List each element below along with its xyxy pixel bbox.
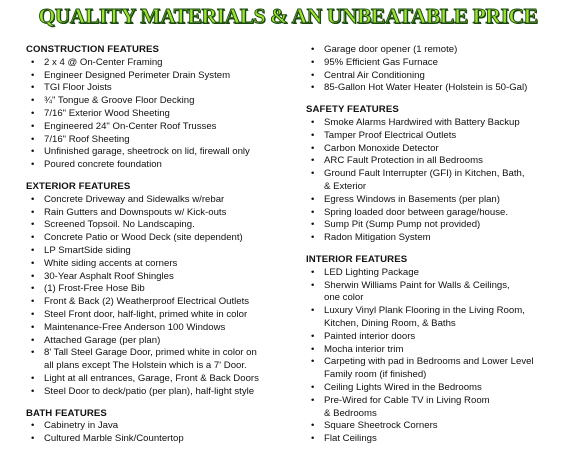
feature-item: • 30-Year Asphalt Roof Shingles <box>26 271 296 284</box>
feature-item: • Attached Garage (per plan) <box>26 335 296 348</box>
feature-item: • White siding accents at corners <box>26 258 296 271</box>
feature-item: • Radon Mitigation System <box>306 232 572 245</box>
feature-item: • Concrete Patio or Wood Deck (site dependent) <box>26 232 296 245</box>
headline: QUALITY MATERIALS & AN UNBEATABLE PRICE <box>38 4 538 28</box>
feature-item: • Poured concrete foundation <box>26 159 296 172</box>
feature-item: • Cultured Marble Sink/Countertop <box>26 433 296 446</box>
feature-item: • 8' Tall Steel Garage Door, primed white in color on <box>26 347 296 360</box>
right-column <box>306 44 572 453</box>
feature-item: • Engineered 24" On-Center Roof Trusses <box>26 121 296 134</box>
feature-list <box>26 194 296 399</box>
feature-item: • Painted interior doors <box>306 331 572 344</box>
section-title: EXTERIOR FEATURES <box>26 180 131 192</box>
section-continued <box>306 44 572 95</box>
feature-item: • Ground Fault Interrupter (GFI) in Kitchen, Bath, <box>306 168 572 181</box>
feature-item-continuation: one color <box>324 292 364 304</box>
feature-item: • Front & Back (2) Weatherproof Electrical Outlets <box>26 296 296 309</box>
feature-item: • Rain Gutters and Downspouts w/ Kick-outs <box>26 207 296 220</box>
feature-item: • Concrete Driveway and Sidewalks w/rebar <box>26 194 296 207</box>
feature-item: • Steel Door to deck/patio (per plan), half-light style <box>26 386 296 399</box>
feature-item-continuation: & Bedrooms <box>324 407 377 419</box>
feature-item: • Square Sheetrock Corners <box>306 420 572 433</box>
feature-item: • Carbon Monoxide Detector <box>306 143 572 156</box>
feature-item: • Mocha interior trim <box>306 344 572 357</box>
feature-list <box>26 420 296 446</box>
feature-item: • Unfinished garage, sheetrock on lid, firewall only <box>26 146 296 159</box>
feature-item: • TGI Floor Joists <box>26 82 296 95</box>
feature-list <box>306 117 572 245</box>
feature-item: • Engineer Designed Perimeter Drain System <box>26 70 296 83</box>
feature-item: • 85-Gallon Hot Water Heater (Holstein is 50-Gal) <box>306 82 572 95</box>
feature-item: • Sump Pit (Sump Pump not provided) <box>306 219 572 232</box>
feature-item: • Ceiling Lights Wired in the Bedrooms <box>306 382 572 395</box>
feature-item: • Cabinetry in Java <box>26 420 296 433</box>
section-interior-features <box>306 254 572 446</box>
feature-item: • Screened Topsoil. No Landscaping. <box>26 219 296 232</box>
feature-list <box>306 44 572 95</box>
feature-item: • Light at all entrances, Garage, Front & Back Doors <box>26 373 296 386</box>
section-title: BATH FEATURES <box>26 407 107 419</box>
section-bath-features <box>26 408 296 446</box>
left-column <box>26 44 296 453</box>
feature-item: • 2 x 4 @ On-Center Framing <box>26 57 296 70</box>
feature-item: • Luxury Vinyl Plank Flooring in the Living Room, <box>306 305 572 318</box>
feature-item-continuation: Family room (if finished) <box>324 369 427 381</box>
feature-item: • Flat Ceilings <box>306 433 572 446</box>
feature-item: • LED Lighting Package <box>306 267 572 280</box>
feature-item: • Garage door opener (1 remote) <box>306 44 572 57</box>
feature-item-continuation: Kitchen, Dining Room, & Baths <box>324 317 456 329</box>
section-construction-features <box>26 44 296 172</box>
feature-item: • LP SmartSide siding <box>26 245 296 258</box>
feature-item: • 95% Efficient Gas Furnace <box>306 57 572 70</box>
feature-list <box>26 57 296 172</box>
feature-item-continuation: all plans except The Holstein which is a 7' Door. <box>44 360 247 372</box>
feature-item: • Steel Front door, half-light, primed white in color <box>26 309 296 322</box>
feature-item: • Sherwin Williams Paint for Walls & Ceilings, <box>306 280 572 293</box>
feature-item: • Carpeting with pad in Bedrooms and Lower Level <box>306 356 572 369</box>
section-exterior-features <box>26 181 296 399</box>
feature-item: • Smoke Alarms Hardwired with Battery Backup <box>306 117 572 130</box>
feature-item-continuation: & Exterior <box>324 180 367 192</box>
feature-item: • Maintenance-Free Anderson 100 Windows <box>26 322 296 335</box>
feature-item: • Spring loaded door between garage/house. <box>306 207 572 220</box>
feature-list <box>306 267 572 446</box>
feature-item: • Pre-Wired for Cable TV in Living Room <box>306 395 572 408</box>
feature-item: • Tamper Proof Electrical Outlets <box>306 130 572 143</box>
feature-item: • ¾" Tongue & Groove Floor Decking <box>26 95 296 108</box>
feature-item: • Egress Windows in Basements (per plan) <box>306 194 572 207</box>
feature-item: • 7/16" Roof Sheeting <box>26 134 296 147</box>
feature-item: • ARC Fault Protection in all Bedrooms <box>306 155 572 168</box>
feature-item: • (1) Frost-Free Hose Bib <box>26 283 296 296</box>
section-title: SAFETY FEATURES <box>306 104 399 116</box>
section-title: INTERIOR FEATURES <box>306 253 408 265</box>
feature-item: • 7/16" Exterior Wood Sheeting <box>26 108 296 121</box>
section-title: CONSTRUCTION FEATURES <box>26 44 160 55</box>
section-safety-features <box>306 104 572 245</box>
feature-item: • Central Air Conditioning <box>306 70 572 83</box>
